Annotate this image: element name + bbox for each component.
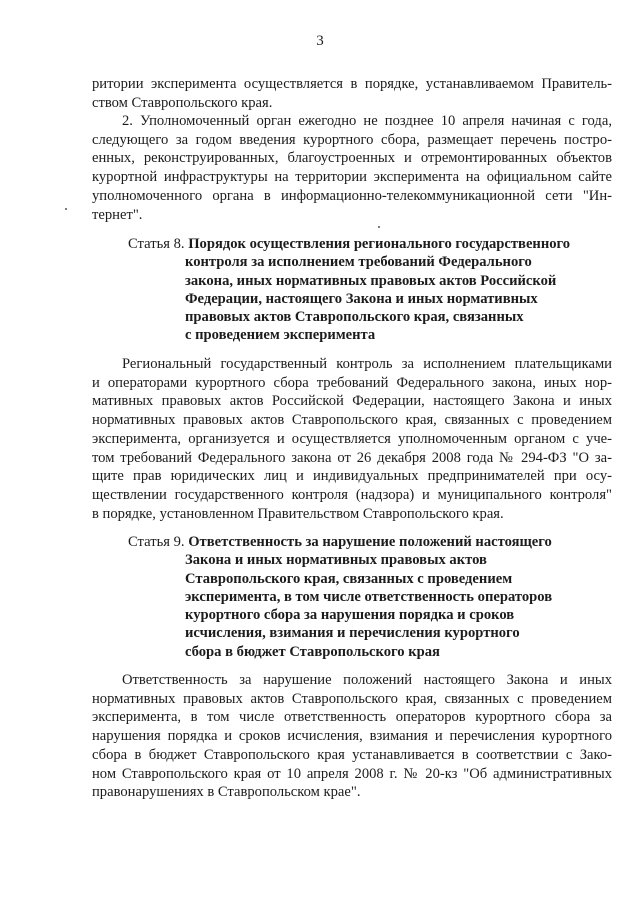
paragraph-line: нормативных правовых актов Ставропольского края, связанных с проведением (92, 412, 612, 429)
article-9-label: Статья 9. (128, 534, 185, 550)
article-9-title-line: Ставропольского края, связанных с проведением (185, 570, 513, 587)
article-9-title-rest (128, 551, 608, 661)
page-number: 3 (316, 33, 324, 49)
paragraph-line: эксперимента, в том числе ответственность операторов курортного сбора за (92, 709, 612, 726)
paragraph-line: уполномоченного органа в информационно-телекоммуникационной сети "Ин- (92, 187, 612, 204)
scan-speck (65, 208, 67, 210)
article-8-label: Статья 8. (128, 236, 185, 252)
paragraph-line: ством Ставропольского края. (92, 94, 273, 111)
article-9-first-line (128, 533, 608, 551)
paragraph-line: том требований Федерального закона от 26 декабря 2008 года № 294-ФЗ "О за- (92, 449, 612, 466)
paragraph-line: нормативных правовых актов Ставропольского края, связанных с проведением (92, 690, 612, 707)
paragraph-line: и операторами курортного сбора требований Федерального закона, иных нор- (92, 374, 612, 391)
article-8-first-line (128, 235, 608, 253)
article-9-title-line: эксперимента, в том числе ответственность операторов (185, 588, 553, 605)
article-8-title-line: правовых актов Ставропольского края, связанных (185, 309, 524, 326)
paragraph-2 (92, 112, 612, 224)
article-9-title-line: курортного сбора за нарушения порядка и сроков (185, 607, 515, 624)
scan-speck (378, 226, 380, 228)
paragraph-line: следующего за годом введения курортного сбора, размещает перечень постро- (92, 131, 612, 148)
paragraph-line: ном Ставропольского края от 10 апреля 2008 г. № 20-кз "Об административных (92, 765, 612, 782)
article-8-title-rest (128, 253, 608, 344)
paragraph-line: ществлении государственного контроля (надзора) и муниципального контроля" (92, 486, 612, 503)
paragraph-line: мативных правовых актов Российской Федерации, настоящего Закона и иных (92, 393, 612, 410)
paragraph-3 (92, 355, 612, 523)
paragraph-line: нарушения порядка и сроков исчисления, взимания и перечисления курортного (92, 728, 612, 745)
paragraph-line: енных, реконструированных, благоустроенных и отремонтированных объектов (92, 150, 612, 167)
article-8-title-line: контроля за исполнением требований Федерального (185, 254, 532, 271)
paragraph-4 (92, 671, 612, 802)
paragraph-line: правонарушениях в Ставропольском крае". (92, 784, 361, 801)
article-9-title-line: Ответственность за нарушение положений настоящего (188, 534, 552, 550)
paragraph-line: ритории эксперимента осуществляется в порядке, устанавливаемом Правитель- (92, 76, 612, 92)
article-9-title-line: Закона и иных нормативных правовых актов (185, 552, 487, 569)
article-9-title-line: исчисления, взимания и перечисления курортного (185, 625, 520, 642)
paragraph-line: в порядке, установленном Правительством Ставропольского края. (92, 505, 504, 522)
paragraph-line: эксперимента, организуется и осуществляется уполномоченным органом с уче- (92, 430, 612, 447)
paragraph-line: 2. Уполномоченный орган ежегодно не позднее 10 апреля начиная с года, (122, 113, 612, 129)
paragraph-line: сбора в бюджет Ставропольского края устанавливается в соответствии с Зако- (92, 746, 612, 763)
article-8-title-line: закона, иных нормативных правовых актов Российской (185, 272, 557, 289)
article-8-title-line: с проведением эксперимента (185, 327, 376, 344)
paragraph-line: курортной инфраструктуры на территории эксперимента на официальном сайте (92, 169, 612, 186)
article-8-title-line: Порядок осуществления регионального государственного (188, 236, 571, 252)
paragraph-line: Ответственность за нарушение положений настоящего Закона и иных (122, 672, 612, 688)
article-9-heading (128, 533, 608, 661)
article-8-title-line: Федерации, настоящего Закона и иных нормативных (185, 290, 538, 307)
paragraph-line: Региональный государственный контроль за исполнением плательщиками (122, 356, 612, 372)
paragraph-1 (92, 75, 612, 112)
paragraph-line: щите прав юридических лиц и индивидуальных предпринимателей при осу- (92, 468, 612, 485)
paragraph-line: тернет". (92, 206, 143, 223)
article-9-title-line: сбора в бюджет Ставропольского края (185, 643, 440, 660)
article-8-heading (128, 235, 608, 345)
